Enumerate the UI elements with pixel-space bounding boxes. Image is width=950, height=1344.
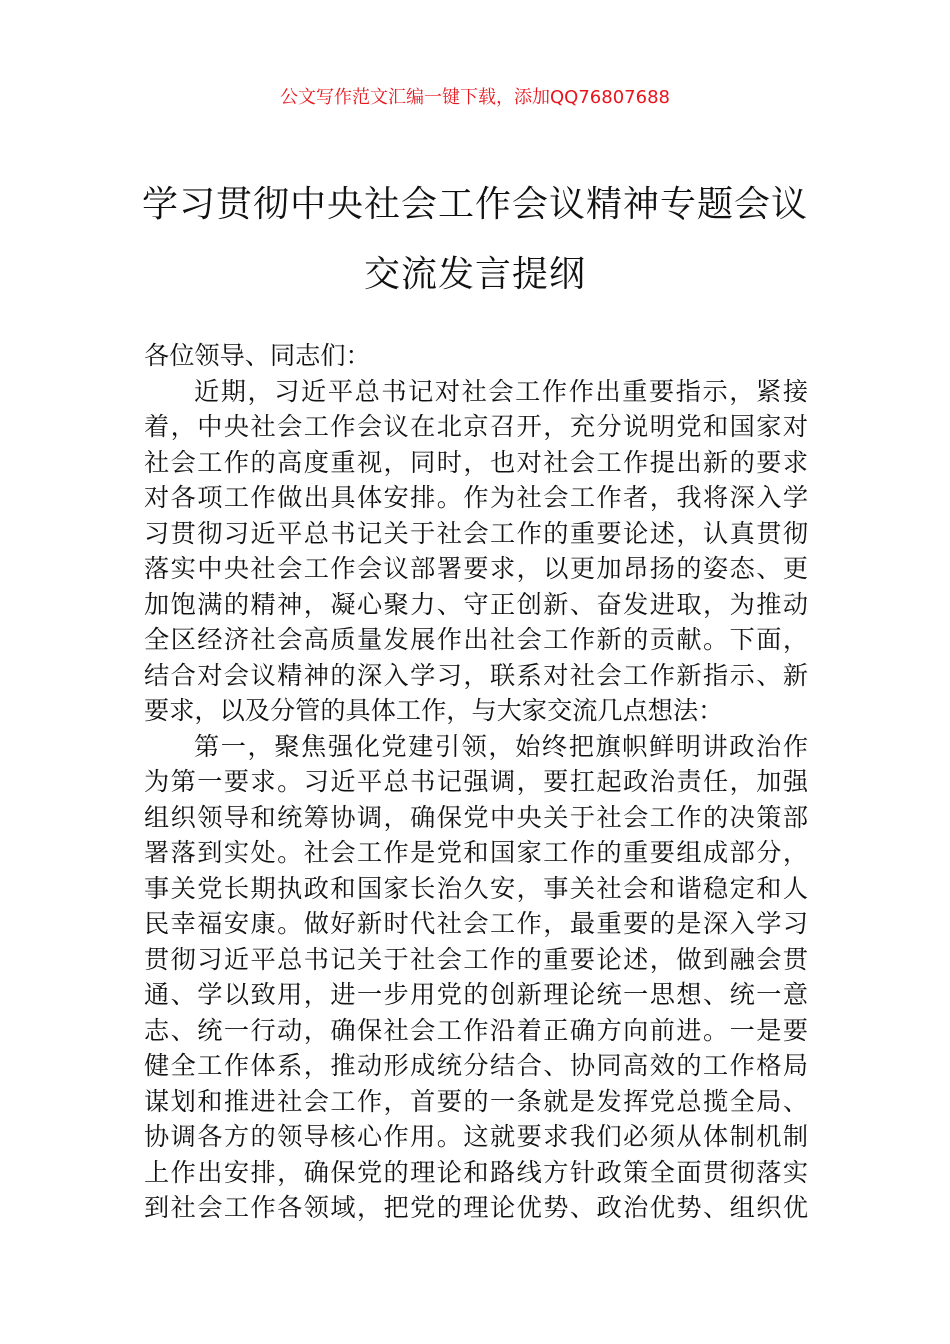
paragraph-line: 对各项工作做出具体安排。作为社会工作者，我将深入学 [144, 483, 808, 512]
paragraph-line: 署落到实处。社会工作是党和国家工作的重要组成部分， [144, 838, 808, 867]
paragraph-line: 结合对会议精神的深入学习，联系对社会工作新指示、新 [144, 660, 808, 690]
paragraph-line: 民幸福安康。做好新时代社会工作，最重要的是深入学习 [144, 909, 808, 938]
document-body [144, 338, 808, 1226]
title-line-2: 交流发言提纲 [363, 254, 586, 295]
paragraph-line: 组织领导和统筹协调，确保党中央关于社会工作的决策部 [144, 802, 808, 832]
paragraph-line: 要求，以及分管的具体工作，与大家交流几点想法： [144, 696, 724, 725]
paragraph-line: 谋划和推进社会工作，首要的一条就是发挥党总揽全局、 [144, 1086, 808, 1116]
paragraph-line: 健全工作体系，推动形成统分结合、协同高效的工作格局 [144, 1051, 808, 1080]
title-line-1: 学习贯彻中央社会工作会议精神专题会议 [141, 184, 808, 225]
paragraph-line: 着，中央社会工作会议在北京召开，充分说明党和国家对 [144, 412, 808, 441]
paragraph-line: 第一，聚焦强化党建引领，始终把旗帜鲜明讲政治作 [194, 731, 808, 761]
paragraph-line: 全区经济社会高质量发展作出社会工作新的贡献。下面， [144, 625, 808, 654]
paragraph-line: 社会工作的高度重视，同时，也对社会工作提出新的要求 [144, 447, 808, 477]
paragraph-line: 习贯彻习近平总书记关于社会工作的重要论述，认真贯彻 [144, 518, 808, 548]
paragraph-line: 志、统一行动，确保社会工作沿着正确方向前进。一是要 [144, 1015, 808, 1045]
paragraph-line: 贯彻习近平总书记关于社会工作的重要论述，做到融会贯 [144, 944, 808, 974]
paragraph-line: 协调各方的领导核心作用。这就要求我们必须从体制机制 [144, 1122, 808, 1151]
paragraph-line: 为第一要求。习近平总书记强调，要扛起政治责任，加强 [144, 767, 808, 796]
paragraph-line: 近期，习近平总书记对社会工作作出重要指示，紧接 [194, 376, 808, 406]
paragraph-line: 到社会工作各领域，把党的理论优势、政治优势、组织优 [144, 1193, 808, 1222]
paragraph-line: 上作出安排，确保党的理论和路线方针政策全面贯彻落实 [144, 1157, 808, 1187]
salutation: 各位领导、同志们： [144, 341, 371, 370]
paragraph-line: 落实中央社会工作会议部署要求，以更加昂扬的姿态、更 [144, 554, 808, 583]
header-ad-text: 公文写作范文汇编一键下载，添加QQ76807688 [280, 87, 670, 108]
paragraph-line: 加饱满的精神，凝心聚力、守正创新、奋发进取，为推动 [144, 589, 808, 619]
paragraph-line: 通、学以致用，进一步用党的创新理论统一思想、统一意 [144, 980, 808, 1009]
document-title [100, 170, 850, 310]
paragraph-line: 事关党长期执政和国家长治久安，事关社会和谐稳定和人 [144, 873, 808, 903]
